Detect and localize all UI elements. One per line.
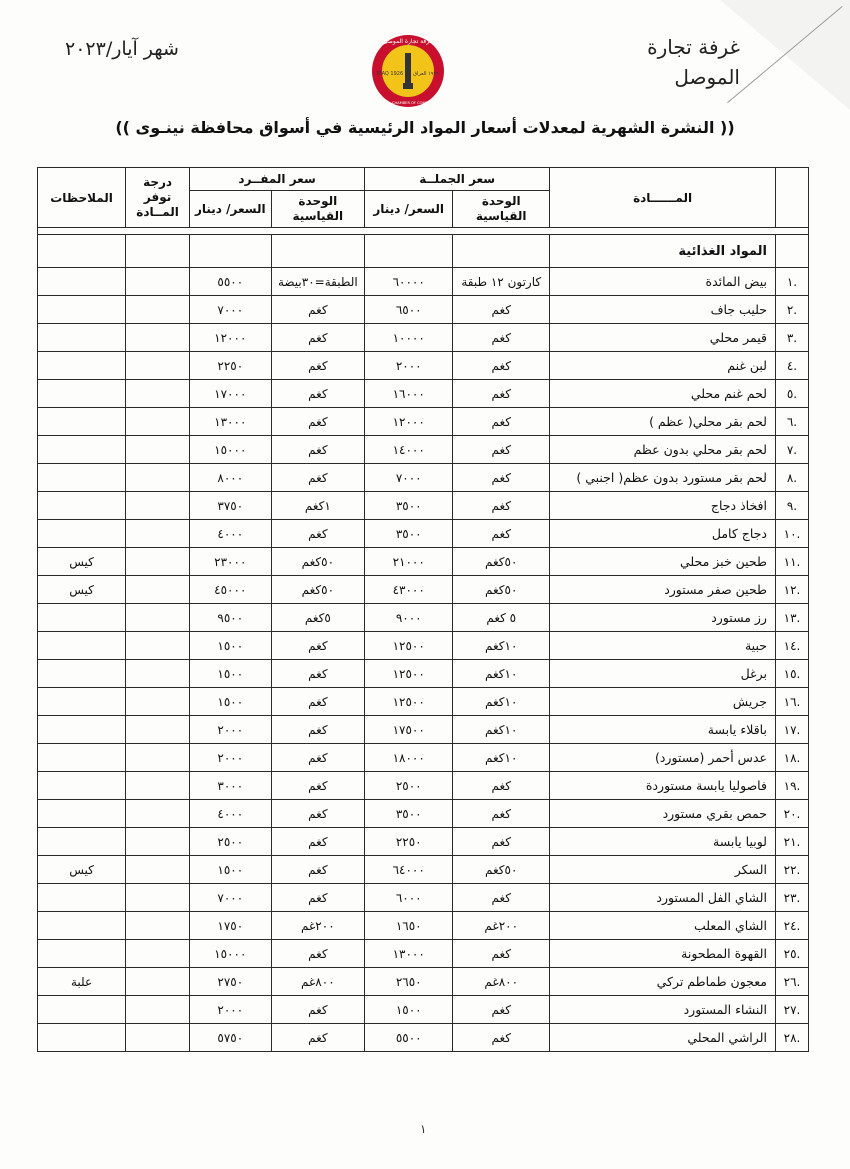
chamber-logo bbox=[370, 33, 446, 109]
column-header-retail-price: السعر/ دينار bbox=[190, 191, 272, 228]
wholesale-unit: كغم bbox=[453, 800, 550, 828]
wholesale-price: ٤٣٠٠٠ bbox=[365, 576, 453, 604]
logo-right-mark: ١٩٢٦ العراق bbox=[413, 71, 439, 77]
table-row bbox=[38, 1024, 809, 1052]
notes bbox=[38, 688, 126, 716]
logo-minaret bbox=[405, 53, 411, 87]
row-number: .٢٧ bbox=[775, 996, 808, 1024]
wholesale-price: ١٦٠٠٠ bbox=[365, 380, 453, 408]
logo-top-text: غرفة تجارة الموصل bbox=[383, 38, 433, 45]
item-name: لبن غنم bbox=[550, 352, 776, 380]
retail-unit: كغم bbox=[271, 996, 365, 1024]
availability bbox=[126, 324, 190, 352]
item-name: لحم بقر محلي بدون عظم bbox=[550, 436, 776, 464]
availability bbox=[126, 800, 190, 828]
retail-price: ٥٥٠٠ bbox=[190, 268, 272, 296]
retail-price: ٢٣٠٠٠ bbox=[190, 548, 272, 576]
retail-price: ١٥٠٠ bbox=[190, 660, 272, 688]
item-name: حليب جاف bbox=[550, 296, 776, 324]
wholesale-price: ٢١٠٠٠ bbox=[365, 548, 453, 576]
item-name: النشاء المستورد bbox=[550, 996, 776, 1024]
item-name: حمص بقري مستورد bbox=[550, 800, 776, 828]
retail-price: ١٥٠٠ bbox=[190, 632, 272, 660]
retail-unit: كغم bbox=[271, 324, 365, 352]
notes bbox=[38, 800, 126, 828]
retail-price: ١٥٠٠٠ bbox=[190, 940, 272, 968]
item-name: لحم بقر مستورد بدون عظم( اجنبي ) bbox=[550, 464, 776, 492]
item-name: باقلاء يابسة bbox=[550, 716, 776, 744]
wholesale-unit: كغم bbox=[453, 828, 550, 856]
table-row bbox=[38, 492, 809, 520]
retail-price: ١٥٠٠٠ bbox=[190, 436, 272, 464]
notes bbox=[38, 296, 126, 324]
notes: كيس bbox=[38, 576, 126, 604]
retail-unit: الطبقة=٣٠بيضة bbox=[271, 268, 365, 296]
wholesale-price: ١٦٥٠ bbox=[365, 912, 453, 940]
wholesale-unit: كغم bbox=[453, 520, 550, 548]
table-row bbox=[38, 464, 809, 492]
wholesale-price: ٦٤٠٠٠ bbox=[365, 856, 453, 884]
wholesale-unit: كغم bbox=[453, 436, 550, 464]
column-header-item: المــــــادة bbox=[550, 168, 776, 228]
wholesale-unit: كغم bbox=[453, 464, 550, 492]
wholesale-price: ٣٥٠٠ bbox=[365, 800, 453, 828]
retail-price: ١٥٠٠ bbox=[190, 688, 272, 716]
notes bbox=[38, 828, 126, 856]
availability bbox=[126, 268, 190, 296]
column-header-wholesale-price: السعر/ دينار bbox=[365, 191, 453, 228]
availability bbox=[126, 856, 190, 884]
wholesale-price: ١٣٠٠٠ bbox=[365, 940, 453, 968]
availability bbox=[126, 660, 190, 688]
wholesale-unit: كغم bbox=[453, 1024, 550, 1052]
availability bbox=[126, 772, 190, 800]
wholesale-price: ١٢٥٠٠ bbox=[365, 660, 453, 688]
column-header-wholesale-unit: الوحدة القياسية bbox=[453, 191, 550, 228]
retail-price: ١٣٠٠٠ bbox=[190, 408, 272, 436]
retail-unit: كغم bbox=[271, 744, 365, 772]
retail-price: ٣٧٥٠ bbox=[190, 492, 272, 520]
availability bbox=[126, 744, 190, 772]
availability bbox=[126, 352, 190, 380]
retail-unit: كغم bbox=[271, 464, 365, 492]
notes bbox=[38, 604, 126, 632]
table-row bbox=[38, 912, 809, 940]
item-name: القهوة المطحونة bbox=[550, 940, 776, 968]
retail-unit: ٨٠٠غم bbox=[271, 968, 365, 996]
notes bbox=[38, 884, 126, 912]
organization-line-2: الموصل bbox=[674, 65, 740, 89]
row-number: .٥ bbox=[775, 380, 808, 408]
availability bbox=[126, 968, 190, 996]
item-name: عدس أحمر (مستورد) bbox=[550, 744, 776, 772]
retail-unit: كغم bbox=[271, 716, 365, 744]
availability bbox=[126, 1024, 190, 1052]
retail-unit: كغم bbox=[271, 660, 365, 688]
retail-price: ٤٥٠٠٠ bbox=[190, 576, 272, 604]
row-number: .٩ bbox=[775, 492, 808, 520]
row-number: .١١ bbox=[775, 548, 808, 576]
retail-price: ٢٠٠٠ bbox=[190, 744, 272, 772]
notes bbox=[38, 324, 126, 352]
item-name: لحم بقر محلي( عظم ) bbox=[550, 408, 776, 436]
table-row bbox=[38, 940, 809, 968]
wholesale-price: ٧٠٠٠ bbox=[365, 464, 453, 492]
column-header-notes: الملاحظات bbox=[38, 168, 126, 228]
wholesale-price: ١٨٠٠٠ bbox=[365, 744, 453, 772]
wholesale-unit: ٥٠كغم bbox=[453, 856, 550, 884]
item-name: رز مستورد bbox=[550, 604, 776, 632]
notes: كيس bbox=[38, 548, 126, 576]
wholesale-unit: كغم bbox=[453, 352, 550, 380]
item-name: الراشي المحلي bbox=[550, 1024, 776, 1052]
table-row bbox=[38, 436, 809, 464]
table-row bbox=[38, 548, 809, 576]
table-row bbox=[38, 996, 809, 1024]
wholesale-price: ٢٠٠٠ bbox=[365, 352, 453, 380]
wholesale-price: ٦٥٠٠ bbox=[365, 296, 453, 324]
retail-unit: ٥كغم bbox=[271, 604, 365, 632]
item-name: طحين صفر مستورد bbox=[550, 576, 776, 604]
item-name: لحم غنم محلي bbox=[550, 380, 776, 408]
notes bbox=[38, 744, 126, 772]
table-row bbox=[38, 576, 809, 604]
table-row bbox=[38, 716, 809, 744]
row-number: .٦ bbox=[775, 408, 808, 436]
column-header-availability: درجة توفر المــادة bbox=[126, 168, 190, 228]
wholesale-price: ٦٠٠٠ bbox=[365, 884, 453, 912]
item-name: الشاي الفل المستورد bbox=[550, 884, 776, 912]
organization-line-1: غرفة تجارة bbox=[647, 35, 740, 59]
column-group-wholesale: سعر الجملــة bbox=[365, 168, 550, 191]
retail-price: ٢٥٠٠ bbox=[190, 828, 272, 856]
notes bbox=[38, 1024, 126, 1052]
retail-unit: كغم bbox=[271, 856, 365, 884]
wholesale-unit: ٥٠كغم bbox=[453, 548, 550, 576]
retail-price: ٤٠٠٠ bbox=[190, 800, 272, 828]
row-number: .٢٣ bbox=[775, 884, 808, 912]
row-number: .٢٨ bbox=[775, 1024, 808, 1052]
item-name: الشاي المعلب bbox=[550, 912, 776, 940]
availability bbox=[126, 380, 190, 408]
retail-unit: ١كغم bbox=[271, 492, 365, 520]
wholesale-price: ١٧٥٠٠ bbox=[365, 716, 453, 744]
availability bbox=[126, 828, 190, 856]
row-number: .٨ bbox=[775, 464, 808, 492]
wholesale-price: ٢٦٥٠ bbox=[365, 968, 453, 996]
notes bbox=[38, 660, 126, 688]
wholesale-unit: كغم bbox=[453, 296, 550, 324]
wholesale-price: ١٢٥٠٠ bbox=[365, 688, 453, 716]
row-number: .١٩ bbox=[775, 772, 808, 800]
item-name: بيض المائدة bbox=[550, 268, 776, 296]
availability bbox=[126, 716, 190, 744]
table-row bbox=[38, 800, 809, 828]
availability bbox=[126, 296, 190, 324]
notes bbox=[38, 408, 126, 436]
row-number: .٢٠ bbox=[775, 800, 808, 828]
item-name: جريش bbox=[550, 688, 776, 716]
retail-price: ١٢٠٠٠ bbox=[190, 324, 272, 352]
logo-minaret-base bbox=[403, 83, 413, 89]
retail-price: ٧٠٠٠ bbox=[190, 296, 272, 324]
retail-unit: كغم bbox=[271, 884, 365, 912]
retail-unit: كغم bbox=[271, 380, 365, 408]
wholesale-unit: ٨٠٠غم bbox=[453, 968, 550, 996]
notes bbox=[38, 436, 126, 464]
availability bbox=[126, 464, 190, 492]
availability bbox=[126, 912, 190, 940]
bulletin-month: شهر آيار/٢٠٢٣ bbox=[65, 38, 179, 60]
wholesale-unit: ١٠كغم bbox=[453, 688, 550, 716]
section-title: المواد الغذائية bbox=[550, 235, 776, 268]
table-row bbox=[38, 884, 809, 912]
notes bbox=[38, 380, 126, 408]
column-header-number bbox=[775, 168, 808, 228]
item-name: لوبيا يابسة bbox=[550, 828, 776, 856]
row-number: .١٧ bbox=[775, 716, 808, 744]
availability bbox=[126, 548, 190, 576]
availability bbox=[126, 492, 190, 520]
wholesale-price: ١٢٠٠٠ bbox=[365, 408, 453, 436]
notes bbox=[38, 772, 126, 800]
notes bbox=[38, 912, 126, 940]
retail-unit: كغم bbox=[271, 408, 365, 436]
notes: كيس bbox=[38, 856, 126, 884]
row-number: .٢٦ bbox=[775, 968, 808, 996]
retail-unit: ٢٠٠غم bbox=[271, 912, 365, 940]
wholesale-price: ١٢٥٠٠ bbox=[365, 632, 453, 660]
item-name: دجاج كامل bbox=[550, 520, 776, 548]
retail-price: ٤٠٠٠ bbox=[190, 520, 272, 548]
retail-unit: كغم bbox=[271, 352, 365, 380]
wholesale-price: ٦٠٠٠٠ bbox=[365, 268, 453, 296]
retail-unit: كغم bbox=[271, 296, 365, 324]
availability bbox=[126, 520, 190, 548]
wholesale-price: ٩٠٠٠ bbox=[365, 604, 453, 632]
availability bbox=[126, 688, 190, 716]
wholesale-unit: ١٠كغم bbox=[453, 660, 550, 688]
price-table bbox=[37, 167, 809, 1052]
table-row bbox=[38, 828, 809, 856]
wholesale-unit: ٥٠كغم bbox=[453, 576, 550, 604]
item-name: طحين خبز محلي bbox=[550, 548, 776, 576]
wholesale-price: ٣٥٠٠ bbox=[365, 492, 453, 520]
organization-name bbox=[647, 32, 740, 92]
retail-price: ٢٧٥٠ bbox=[190, 968, 272, 996]
spacer-row bbox=[38, 228, 809, 235]
availability bbox=[126, 408, 190, 436]
retail-price: ٥٧٥٠ bbox=[190, 1024, 272, 1052]
wholesale-unit: ١٠كغم bbox=[453, 716, 550, 744]
table-row bbox=[38, 660, 809, 688]
item-name: معجون طماطم تركي bbox=[550, 968, 776, 996]
availability bbox=[126, 996, 190, 1024]
table-row bbox=[38, 772, 809, 800]
notes bbox=[38, 940, 126, 968]
wholesale-price: ٥٥٠٠ bbox=[365, 1024, 453, 1052]
wholesale-unit: ٢٠٠غم bbox=[453, 912, 550, 940]
row-number: .٤ bbox=[775, 352, 808, 380]
row-number: .٢١ bbox=[775, 828, 808, 856]
section-row bbox=[38, 235, 809, 268]
row-number: .٣ bbox=[775, 324, 808, 352]
logo-left-mark: IRAQ 1926 bbox=[376, 71, 404, 77]
wholesale-price: ٢٢٥٠ bbox=[365, 828, 453, 856]
page-number: ١ bbox=[420, 1122, 427, 1136]
retail-price: ١٧٥٠ bbox=[190, 912, 272, 940]
retail-unit: كغم bbox=[271, 520, 365, 548]
bulletin-title: (( النشرة الشهرية لمعدلات أسعار المواد الرئيسية في أسواق محافظة نينـوى )) bbox=[115, 118, 735, 137]
wholesale-unit: كغم bbox=[453, 492, 550, 520]
retail-unit: ٥٠كغم bbox=[271, 576, 365, 604]
notes bbox=[38, 996, 126, 1024]
row-number: .٢٥ bbox=[775, 940, 808, 968]
retail-price: ٩٥٠٠ bbox=[190, 604, 272, 632]
item-name: فاصوليا يابسة مستوردة bbox=[550, 772, 776, 800]
wholesale-unit: كغم bbox=[453, 380, 550, 408]
retail-price: ٣٠٠٠ bbox=[190, 772, 272, 800]
item-name: برغل bbox=[550, 660, 776, 688]
row-number: .٢٢ bbox=[775, 856, 808, 884]
notes bbox=[38, 492, 126, 520]
wholesale-unit: كغم bbox=[453, 772, 550, 800]
wholesale-unit: كغم bbox=[453, 324, 550, 352]
retail-unit: كغم bbox=[271, 800, 365, 828]
availability bbox=[126, 436, 190, 464]
table-row bbox=[38, 604, 809, 632]
retail-unit: كغم bbox=[271, 1024, 365, 1052]
row-number: .٧ bbox=[775, 436, 808, 464]
logo-bottom-text: MOSUL CHAMBER OF COMMERCE bbox=[377, 101, 439, 105]
availability bbox=[126, 604, 190, 632]
retail-unit: كغم bbox=[271, 632, 365, 660]
retail-price: ١٥٠٠ bbox=[190, 856, 272, 884]
wholesale-price: ٣٥٠٠ bbox=[365, 520, 453, 548]
row-number: .١٥ bbox=[775, 660, 808, 688]
notes bbox=[38, 268, 126, 296]
retail-unit: كغم bbox=[271, 828, 365, 856]
column-group-retail: سعر المفــرد bbox=[190, 168, 365, 191]
row-number: .١٣ bbox=[775, 604, 808, 632]
notes bbox=[38, 716, 126, 744]
wholesale-unit: كغم bbox=[453, 996, 550, 1024]
wholesale-unit: كغم bbox=[453, 940, 550, 968]
table-row bbox=[38, 352, 809, 380]
table-row bbox=[38, 268, 809, 296]
wholesale-price: ٢٥٠٠ bbox=[365, 772, 453, 800]
retail-unit: ٥٠كغم bbox=[271, 548, 365, 576]
availability bbox=[126, 632, 190, 660]
wholesale-unit: ١٠كغم bbox=[453, 744, 550, 772]
table-row bbox=[38, 380, 809, 408]
retail-unit: كغم bbox=[271, 940, 365, 968]
retail-price: ١٧٠٠٠ bbox=[190, 380, 272, 408]
table-row bbox=[38, 856, 809, 884]
table-row bbox=[38, 408, 809, 436]
row-number: .٢ bbox=[775, 296, 808, 324]
item-name: قيمر محلي bbox=[550, 324, 776, 352]
wholesale-unit: كغم bbox=[453, 408, 550, 436]
notes bbox=[38, 352, 126, 380]
row-number: .١٤ bbox=[775, 632, 808, 660]
retail-price: ٢٢٥٠ bbox=[190, 352, 272, 380]
wholesale-unit: كارتون ١٢ طبقة bbox=[453, 268, 550, 296]
table-row bbox=[38, 520, 809, 548]
row-number: .١٢ bbox=[775, 576, 808, 604]
retail-unit: كغم bbox=[271, 436, 365, 464]
retail-unit: كغم bbox=[271, 772, 365, 800]
table-row bbox=[38, 632, 809, 660]
wholesale-price: ١٠٠٠٠ bbox=[365, 324, 453, 352]
row-number: .٢٤ bbox=[775, 912, 808, 940]
notes bbox=[38, 520, 126, 548]
item-name: افخاذ دجاج bbox=[550, 492, 776, 520]
wholesale-unit: ١٠كغم bbox=[453, 632, 550, 660]
wholesale-price: ١٤٠٠٠ bbox=[365, 436, 453, 464]
notes bbox=[38, 464, 126, 492]
row-number: .١٦ bbox=[775, 688, 808, 716]
wholesale-unit: ٥ كغم bbox=[453, 604, 550, 632]
row-number: .١٠ bbox=[775, 520, 808, 548]
availability bbox=[126, 884, 190, 912]
notes: علبة bbox=[38, 968, 126, 996]
notes bbox=[38, 632, 126, 660]
table-row bbox=[38, 296, 809, 324]
availability bbox=[126, 576, 190, 604]
item-name: السكر bbox=[550, 856, 776, 884]
retail-price: ٨٠٠٠ bbox=[190, 464, 272, 492]
item-name: حبية bbox=[550, 632, 776, 660]
column-header-retail-unit: الوحدة القياسية bbox=[271, 191, 365, 228]
table-row bbox=[38, 324, 809, 352]
wholesale-price: ١٥٠٠ bbox=[365, 996, 453, 1024]
wholesale-unit: كغم bbox=[453, 884, 550, 912]
row-number: .١ bbox=[775, 268, 808, 296]
table-row bbox=[38, 968, 809, 996]
retail-price: ٧٠٠٠ bbox=[190, 884, 272, 912]
table-row bbox=[38, 744, 809, 772]
retail-unit: كغم bbox=[271, 688, 365, 716]
retail-price: ٢٠٠٠ bbox=[190, 996, 272, 1024]
retail-price: ٢٠٠٠ bbox=[190, 716, 272, 744]
row-number: .١٨ bbox=[775, 744, 808, 772]
table-row bbox=[38, 688, 809, 716]
availability bbox=[126, 940, 190, 968]
